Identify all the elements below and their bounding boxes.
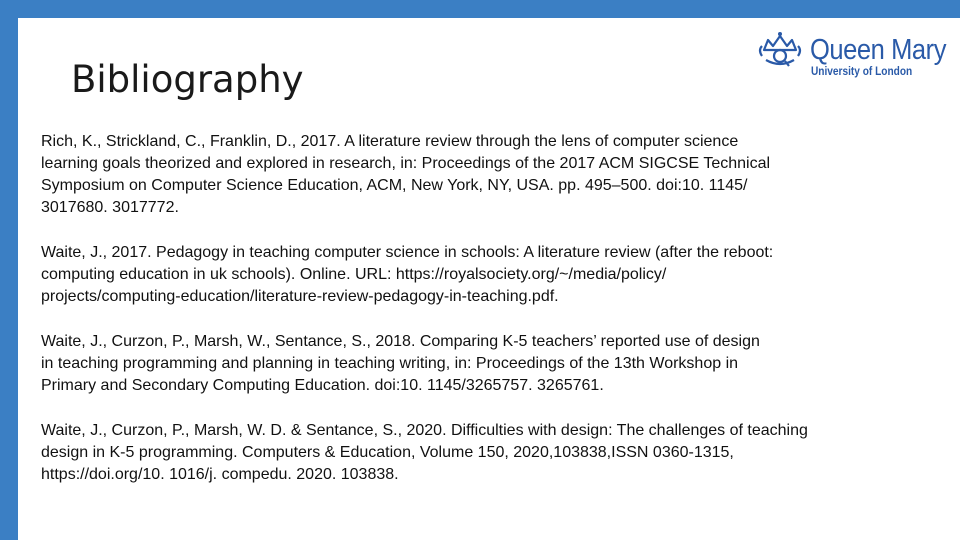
slide-title: Bibliography (71, 58, 304, 101)
logo-name: Queen Mary (810, 34, 947, 66)
reference-item: Rich, K., Strickland, C., Franklin, D., 2017. A literature review through the lens of computer science learning goals theorized and explored in research, in: Proceedings of the 2017 ACM SIGCSE Technical Symposium on Computer Science Education, ACM, New York, NY, USA. pp. 495–500. doi:10. 1145/ 3017680. 3017772. (41, 133, 771, 216)
slide (18, 18, 960, 540)
reference-list (41, 131, 921, 509)
queen-mary-crest-icon (756, 30, 804, 68)
reference-item: Waite, J., Curzon, P., Marsh, W., Sentance, S., 2018. Comparing K-5 teachers’ reported use of design in teaching programming and planning in teaching writing, in: Proceedings of the 13th Workshop in Primary and Secondary Computing Education. doi:10. 1145/3265757. 3265761. (41, 333, 760, 394)
logo-subtitle: University of London (811, 66, 913, 78)
reference-item: Waite, J., 2017. Pedagogy in teaching computer science in schools: A literature review (after the reboot: computing education in uk schools). Online. URL: https://royalsociety.org/~/media/policy/ projects/computing-education/literature-review-pedagogy-in-teaching.pdf. (41, 244, 774, 305)
reference-item: Waite, J., Curzon, P., Marsh, W. D. & Sentance, S., 2020. Difficulties with design: The challenges of teaching design in K-5 programming. Computers & Education, Volume 150, 2020,103838,ISSN 0360-1315, https://doi.org/10. 1016/j. compedu. 2020. 103838. (41, 422, 808, 483)
queen-mary-logo (756, 24, 946, 80)
